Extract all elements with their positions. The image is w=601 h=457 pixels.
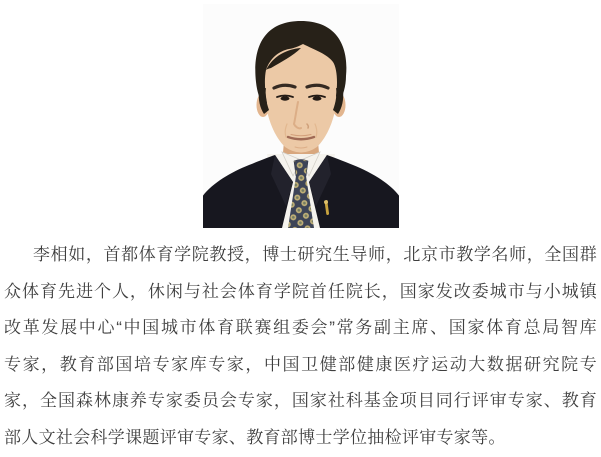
bio-paragraph: [4, 237, 597, 457]
tie-knot: [294, 160, 308, 178]
left-eye: [280, 96, 289, 100]
bio-line-2: 众体育先进个人，休闲与社会体育学院首任院长，国家发改委城市与小城镇: [4, 281, 597, 301]
bio-line-4: 专家，教育部国培专家库专家，中国卫健部健康医疗运动大数据研究院专: [4, 354, 597, 374]
article-page: [0, 4, 601, 457]
bio-line-6: 部人文社会科学课题评审专家、教育部博士学位抽检评审专家等。: [4, 427, 506, 447]
right-eye: [312, 96, 321, 100]
portrait-photo-svg: [203, 4, 399, 228]
bio-line-3: 改革发展中心“中国城市体育联赛组委会”常务副主席、国家体育总局智库: [4, 318, 597, 338]
bio-line-1: 李相如，首都体育学院教授，博士研究生导师，北京市教学名师，全国群: [33, 245, 597, 264]
bio-line-5: 家，全国森林康养专家委员会专家，国家社科基金项目同行评审专家、教育: [4, 391, 597, 411]
portrait-photo: [203, 4, 399, 228]
